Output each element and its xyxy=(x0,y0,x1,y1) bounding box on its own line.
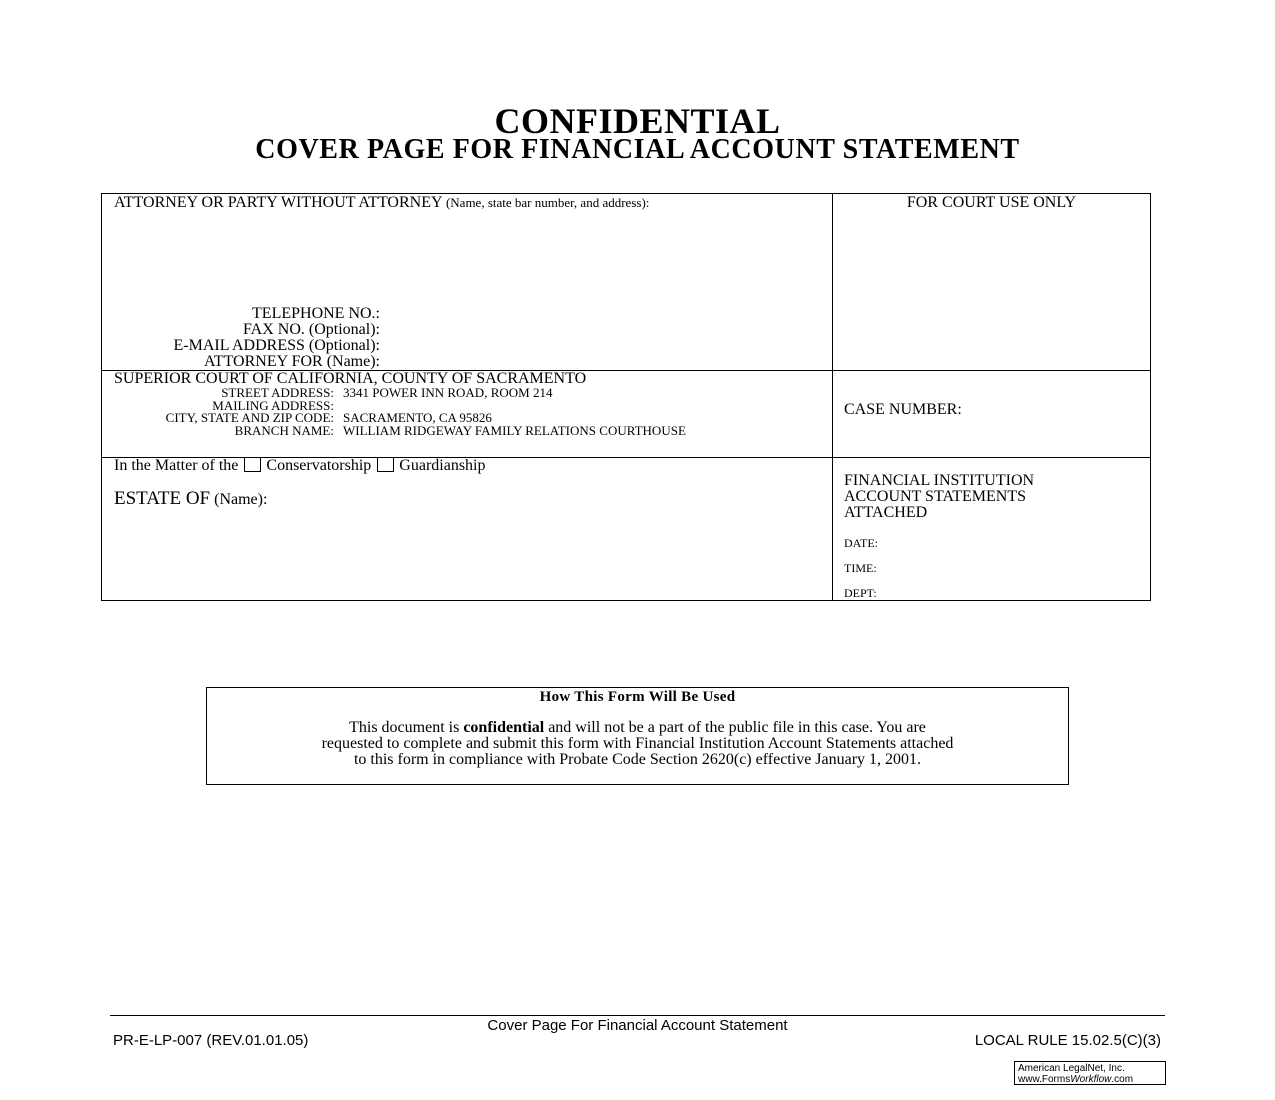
publisher-badge: American LegalNet, Inc. www.FormsWorkflow.com xyxy=(1014,1061,1166,1085)
time-label: TIME: xyxy=(844,561,877,575)
guardianship-checkbox[interactable] xyxy=(377,457,394,472)
footer-divider xyxy=(110,1015,1165,1016)
street-address-label: STREET ADDRESS: xyxy=(221,385,334,400)
street-address-value: 3341 POWER INN ROAD, ROOM 214 xyxy=(343,385,553,400)
caption-form xyxy=(101,193,1151,601)
court-use-label: FOR COURT USE ONLY xyxy=(906,194,1077,211)
date-label: DATE: xyxy=(844,536,878,550)
branch-name-value: WILLIAM RIDGEWAY FAMILY RELATIONS COURTHOUSE xyxy=(343,423,686,438)
fax-label: FAX NO. (Optional): xyxy=(242,321,380,338)
conservatorship-checkbox[interactable] xyxy=(244,457,261,472)
dept-label: DEPT: xyxy=(844,586,877,600)
usage-heading: How This Form Will Be Used xyxy=(539,689,736,705)
case-number-label: CASE NUMBER: xyxy=(844,401,962,418)
footer-local-rule: LOCAL RULE 15.02.5(C)(3) xyxy=(974,1032,1161,1049)
attorney-for-label: ATTORNEY FOR (Name): xyxy=(204,353,380,370)
form-subtitle: COVER PAGE FOR FINANCIAL ACCOUNT STATEMENT xyxy=(255,134,1020,165)
estate-of-label: ESTATE OF (Name): xyxy=(114,488,268,509)
column-divider xyxy=(832,194,833,600)
mailing-address-label: MAILING ADDRESS: xyxy=(212,398,334,413)
attached-label: FINANCIAL INSTITUTION ACCOUNT STATEMENTS ATTACHED xyxy=(844,472,1035,521)
city-state-zip-value: SACRAMENTO, CA 95826 xyxy=(343,410,492,425)
attorney-section-label: ATTORNEY OR PARTY WITHOUT ATTORNEY (Name, state bar number, and address): xyxy=(114,194,650,211)
usage-paragraph: This document is confidential and will not be a part of the public file in this case. You are requested to complete and submit this form with Financial Institution Account Statements attached to this form in compliance with Probate Code Section 2620(c) effective January 1, 2001. xyxy=(321,719,954,768)
branch-name-label: BRANCH NAME: xyxy=(234,423,334,438)
telephone-label: TELEPHONE NO.: xyxy=(252,305,380,322)
matter-line: In the Matter of the Conservatorship Guardianship xyxy=(114,457,486,474)
email-label: E-MAIL ADDRESS (Optional): xyxy=(173,337,380,354)
city-state-zip-label: CITY, STATE AND ZIP CODE: xyxy=(165,410,334,425)
footer-form-name: Cover Page For Financial Account Statement xyxy=(487,1017,788,1034)
court-name: SUPERIOR COURT OF CALIFORNIA, COUNTY OF SACRAMENTO xyxy=(114,370,587,387)
form-title: CONFIDENTIAL xyxy=(494,101,781,141)
usage-notice-box xyxy=(206,687,1069,785)
footer-form-number: PR-E-LP-007 (REV.01.01.05) xyxy=(113,1032,309,1049)
